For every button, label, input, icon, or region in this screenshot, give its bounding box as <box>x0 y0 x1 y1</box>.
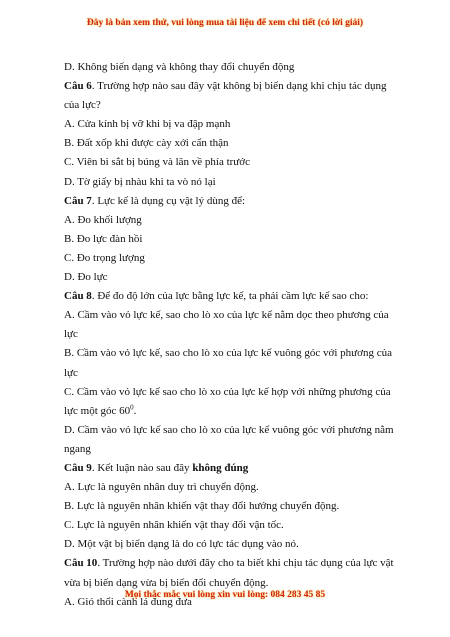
question-text: . Để đo độ lớn của lực bằng lực kế, ta phải cầm lực kế sao cho: <box>91 290 369 303</box>
option-b: B. Cầm vào vỏ lực kế, sao cho lò xo của lực kế vuông góc với phương của lực <box>64 347 392 379</box>
option-c: C. Đo trọng lượng <box>64 251 145 264</box>
question-9 <box>64 459 404 478</box>
question-emphasis: không đúng <box>192 461 249 474</box>
degree-superscript: 0 <box>130 403 134 412</box>
answer-line: D. Không biến dạng và không thay đổi chuyển động <box>64 61 295 73</box>
option-b: B. Lực là nguyên nhân khiến vật thay đổi hướng chuyển động. <box>64 500 340 513</box>
question-label: Câu 7 <box>64 194 92 207</box>
option-c <box>64 383 404 421</box>
question-text: . Lực kế là dụng cụ vật lý dùng để: <box>91 194 246 207</box>
question-8 <box>64 287 404 306</box>
option-d: D. Đo lực <box>64 271 108 284</box>
option-a: A. Cửa kính bị vỡ khi bị va đập mạnh <box>64 118 231 131</box>
option-text: C. Cầm vào vỏ lực kế sao cho lò xo của lực kế hợp với những phương của lực một góc 60 <box>64 385 391 417</box>
document-body <box>64 58 404 612</box>
question-10 <box>64 554 404 592</box>
option-b: B. Đo lực đàn hồi <box>64 232 143 245</box>
question-label: Câu 6 <box>64 80 92 93</box>
question-7 <box>64 192 404 211</box>
option-d: D. Tờ giấy bị nhàu khi ta vò nó lại <box>64 175 216 188</box>
question-text: . Trường hợp nào dưới đây cho ta biết khi chịu tác dụng của lực vật vừa bị biến dạng vừa bị biến đổi chuyển động. <box>64 557 394 589</box>
option-a: A. Cầm vào vỏ lực kế, sao cho lò xo của lực kế nằm dọc theo phương của lực <box>64 309 389 341</box>
option-c: C. Viên bi sắt bị búng và lăn về phía trước <box>64 156 250 169</box>
question-label: Câu 8 <box>64 290 92 303</box>
question-6 <box>64 77 404 115</box>
option-a: A. Lực là nguyên nhân duy trì chuyển động. <box>64 481 259 494</box>
preview-banner: Đây là bản xem thử, vui lòng mua tài liệu để xem chi tiết (có lời giải) <box>86 18 364 28</box>
option-b: B. Đất xốp khi được cày xới cẩn thận <box>64 137 229 150</box>
option-d: D. Cầm vào vỏ lực kế sao cho lò xo của lực kế vuông góc với phương nằm ngang <box>64 423 394 455</box>
option-end: . <box>133 404 137 417</box>
contact-banner: Mọi thắc mắc vui lòng xin vui lòng: 084 283 45 85 <box>124 590 326 600</box>
question-label: Câu 9 <box>64 461 92 474</box>
question-text: . Kết luận nào sau đây <box>91 461 193 474</box>
question-text: . Trường hợp nào sau đây vật không bị biến dạng khi chịu tác dụng của lực? <box>64 80 387 112</box>
question-label: Câu 10 <box>64 557 98 570</box>
option-a: A. Gió thổi cành lá đung đưa <box>64 595 192 608</box>
option-a: A. Đo khối lượng <box>64 213 142 226</box>
option-d: D. Một vật bị biến dạng là do có lực tác dụng vào nó. <box>64 538 299 551</box>
option-c: C. Lực là nguyên nhân khiến vật thay đổi vận tốc. <box>64 519 284 532</box>
